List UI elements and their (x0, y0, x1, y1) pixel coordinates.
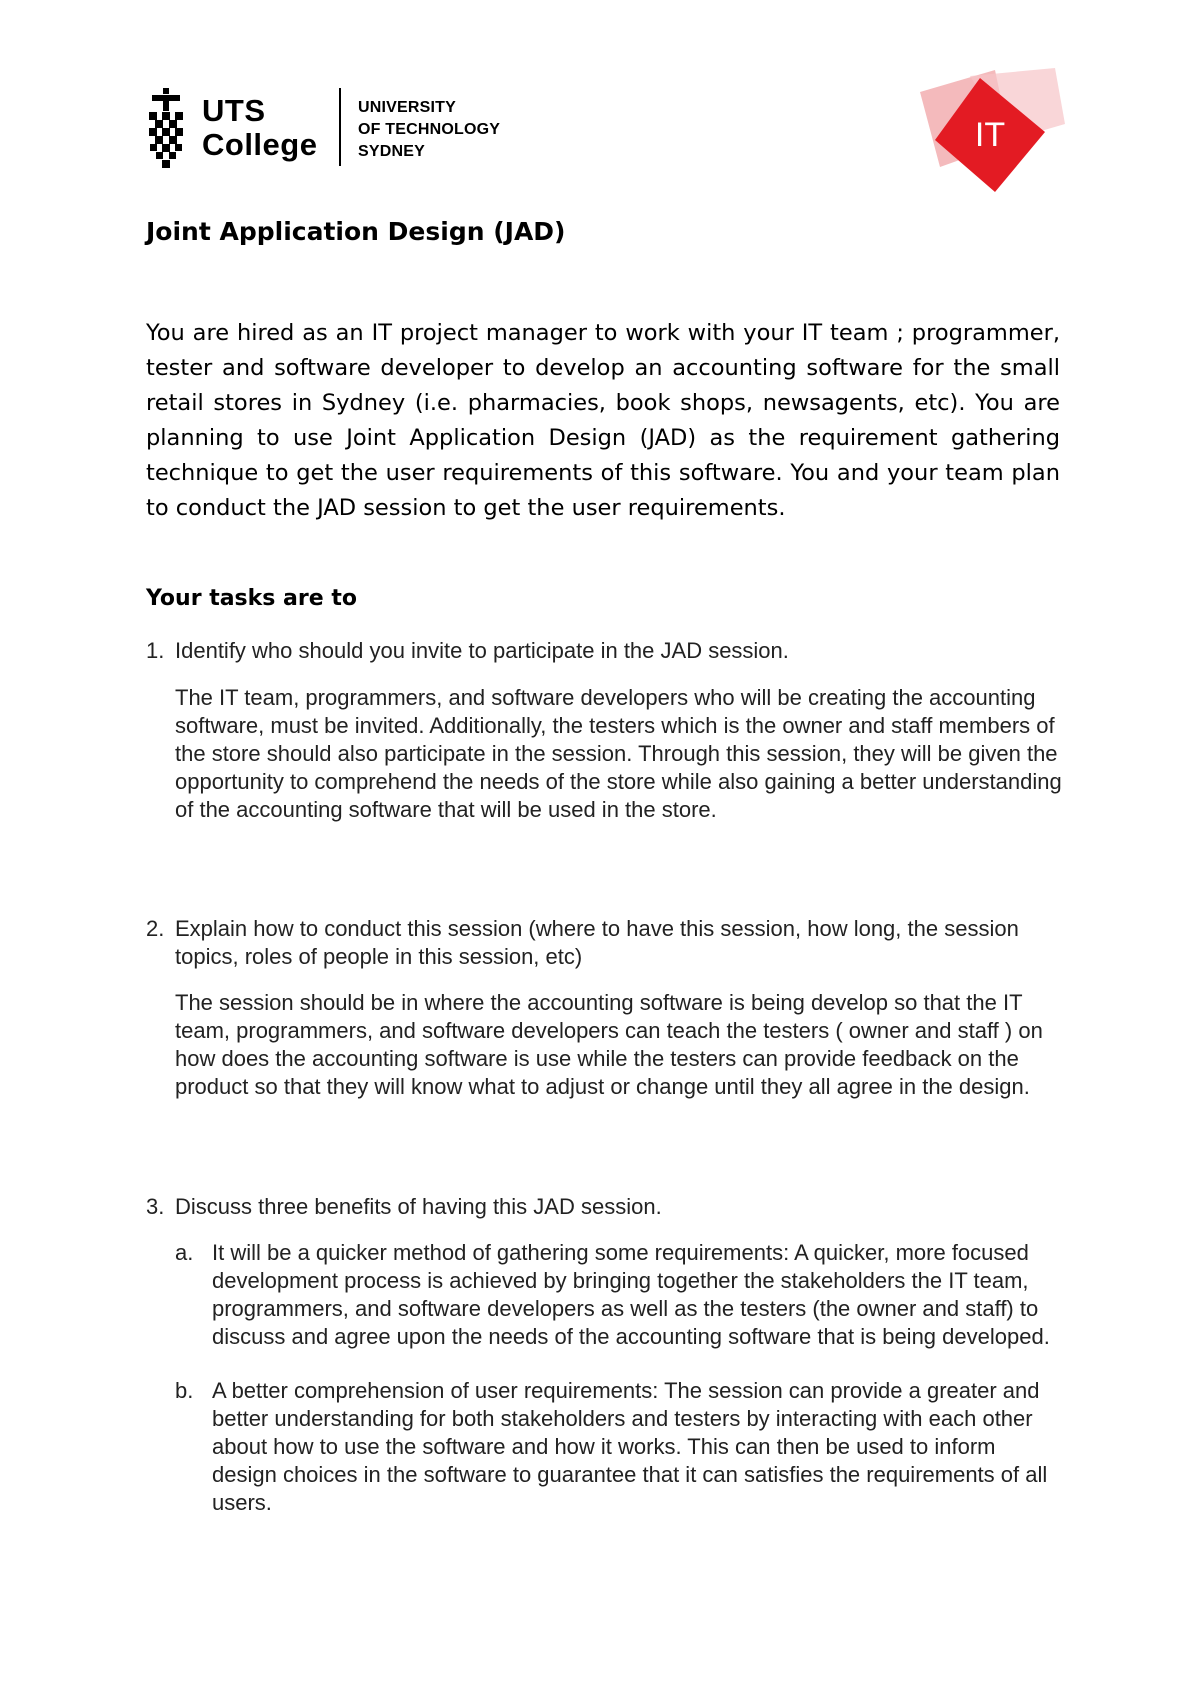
task-question: Identify who should you invite to participate in the JAD session. (175, 638, 789, 663)
task-question: Explain how to conduct this session (where to have this session, how long, the session topics, roles of people in this session, etc) (175, 916, 1019, 969)
benefit-text: It will be a quicker method of gathering some requirements: A quicker, more focused development process is achieved by bringing together the stakeholders the IT team, programmers, and software developers as well as the testers (the owner and staff) to discuss and agree upon the needs of the accounting software that is being developed. (212, 1240, 1050, 1349)
task-number: 2. (146, 916, 165, 941)
uts-crest-icon (146, 88, 186, 170)
college-line2: College (202, 127, 318, 162)
uts-college-logo (146, 88, 526, 170)
it-badge-logo (900, 62, 1070, 202)
university-line-2: OF TECHNOLOGY (358, 121, 501, 138)
intro-paragraph: You are hired as an IT project manager to work with your IT team ; programmer, tester and software developer to develop an accounting software for the small retail stores in Sydney (i.e. pharmacies, book shops, newsagents, etc). You are planning to use Joint Application Design (JAD) as the requirement gathering technique to get the user requirements of this software. You and your team plan to conduct the JAD session to get the user requirements. (146, 320, 1060, 521)
task-answer-1: The IT team, programmers, and software developers who will be creating the accounting software, must be invited. Additionally, the testers which is the owner and staff members of the store should also participate in the session. Through this session, they will be given the opportunity to comprehend the needs of the store while also gaining a better understanding of the accounting software that will be used in the store. (175, 685, 1062, 822)
college-line1: UTS (202, 93, 266, 128)
university-name (358, 97, 500, 163)
benefit-text: A better comprehension of user requirements: The session can provide a greater and better understanding for both stakeholders and testers by interacting with each other about how to use the software and how it works. This can then be used to inform design choices in the software to guarantee that it can satisfies the requirements of all users. (212, 1378, 1048, 1515)
uts-college-wordmark (202, 94, 317, 162)
task-number: 3. (146, 1194, 165, 1219)
logo-divider (339, 88, 341, 166)
page-title: Joint Application Design (JAD) (146, 217, 566, 246)
benefit-letter: b. (175, 1378, 194, 1403)
university-line-3: SYDNEY (358, 143, 425, 160)
university-line-1: UNIVERSITY (358, 99, 457, 116)
task-answer-2: The session should be in where the accounting software is being develop so that the IT team, programmers, and software developers can teach the testers ( owner and staff ) on how does the accounting software is use while the testers can provide feedback on the product so that they will know what to adjust or change until they all agree in the design. (175, 990, 1043, 1099)
task-question: Discuss three benefits of having this JAD session. (175, 1194, 662, 1219)
benefit-letter: a. (175, 1240, 194, 1265)
tasks-heading: Your tasks are to (146, 586, 357, 611)
it-badge-text: IT (974, 116, 1006, 154)
it-badge-icon (900, 62, 1070, 202)
task-number: 1. (146, 638, 165, 663)
